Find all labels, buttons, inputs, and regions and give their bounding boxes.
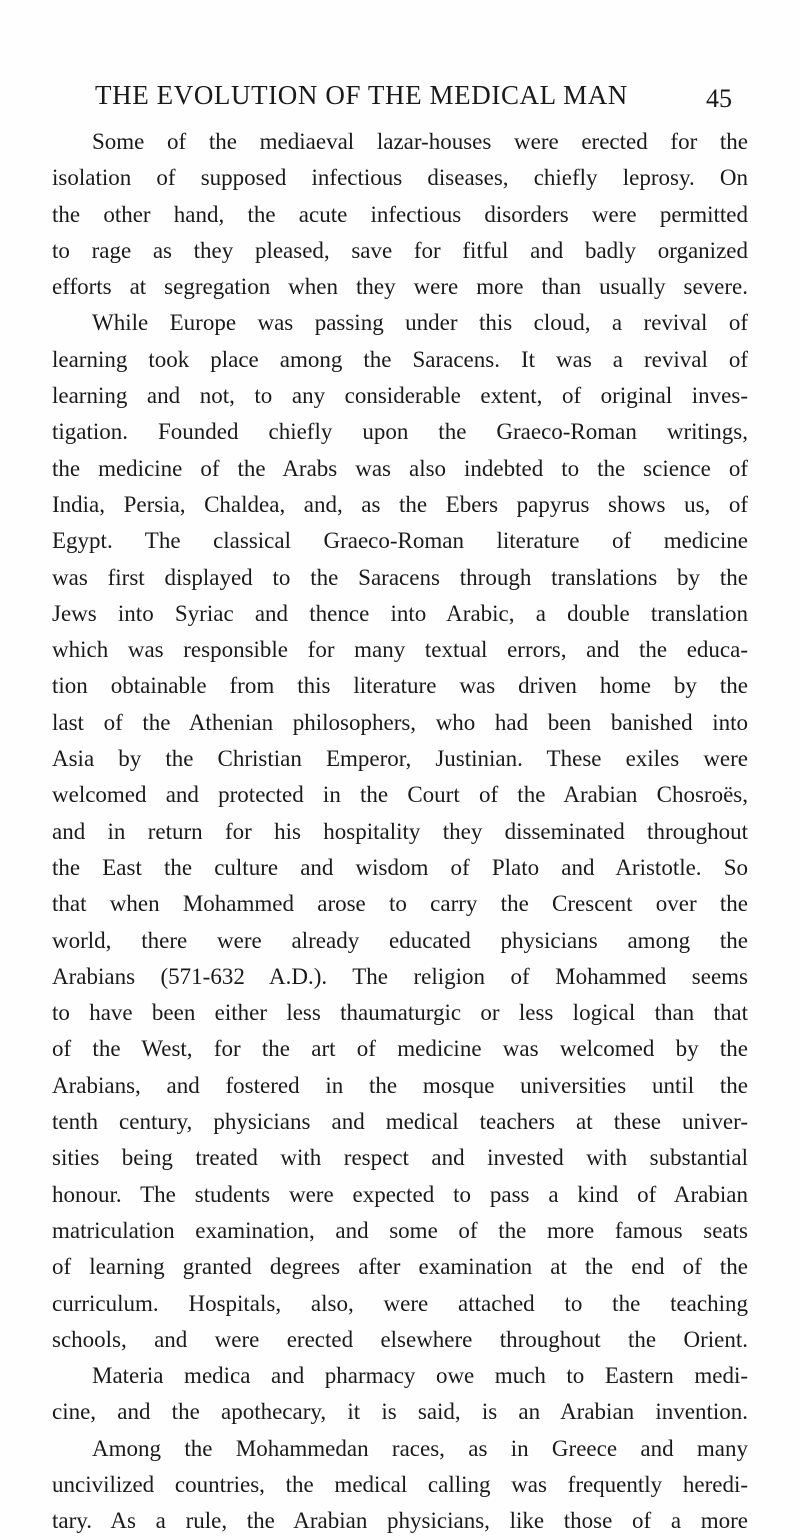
text-line: tary. As a rule, the Arabian physicians, like those of a more: [52, 1508, 748, 1534]
running-title: THE EVOLUTION OF THE MEDICAL MAN: [95, 80, 628, 110]
text-line: tion obtainable from this literature was driven home by the: [52, 673, 748, 699]
text-line: India, Persia, Chaldea, and, as the Ebers papyrus shows us, of: [52, 491, 748, 517]
body-text: [52, 124, 748, 1540]
text-line: to rage as they pleased, save for fitful and badly organized: [52, 237, 748, 263]
text-line: and in return for his hospitality they disseminated throughout: [52, 818, 748, 844]
text-line: world, there were already educated physicians among the: [52, 927, 748, 953]
text-line: to have been either less thaumaturgic or less logical than that: [52, 1000, 748, 1026]
text-line: Asia by the Christian Emperor, Justinian. These exiles were: [52, 746, 748, 772]
text-line: honour. The students were expected to pass a kind of Arabian: [52, 1181, 748, 1207]
text-line: Arabians (571-632 A.D.). The religion of Mohammed seems: [52, 963, 748, 989]
text-line: last of the Athenian philosophers, who had been banished into: [52, 709, 748, 735]
text-line: the medicine of the Arabs was also indebted to the science of: [52, 455, 748, 481]
text-line: of the West, for the art of medicine was welcomed by the: [52, 1036, 748, 1062]
text-line: learning took place among the Saracens. It was a revival of: [52, 346, 748, 372]
text-line: curriculum. Hospitals, also, were attached to the teaching: [52, 1290, 748, 1316]
text-line: of learning granted degrees after examination at the end of the: [52, 1254, 748, 1280]
text-line: the East the culture and wisdom of Plato and Aristotle. So: [52, 854, 748, 880]
text-line: uncivilized countries, the medical calling was frequently heredi-: [52, 1471, 748, 1497]
text-line: welcomed and protected in the Court of the Arabian Chosroës,: [52, 782, 748, 808]
text-line: Egypt. The classical Graeco-Roman literature of medicine: [52, 528, 748, 554]
text-line: tigation. Founded chiefly upon the Graeco-Roman writings,: [52, 419, 748, 445]
text-line: Jews into Syriac and thence into Arabic, a double translation: [52, 600, 748, 626]
page-number: 45: [706, 84, 732, 113]
text-line: cine, and the apothecary, it is said, is an Arabian invention.: [52, 1399, 748, 1425]
text-line: schools, and were erected elsewhere throughout the Orient.: [52, 1326, 748, 1352]
text-line: efforts at segregation when they were more than usually severe.: [52, 274, 748, 300]
text-line: which was responsible for many textual errors, and the educa-: [52, 637, 748, 663]
text-line: While Europe was passing under this cloud, a revival of: [92, 310, 748, 336]
running-head: [50, 80, 740, 120]
text-line: Some of the mediaeval lazar-houses were erected for the: [92, 129, 748, 154]
text-line: Among the Mohammedan races, as in Greece and many: [92, 1435, 748, 1461]
text-line: learning and not, to any considerable extent, of original inves-: [52, 383, 748, 409]
text-line: Arabians, and fostered in the mosque universities until the: [52, 1072, 748, 1098]
text-line: the other hand, the acute infectious disorders were permitted: [52, 201, 748, 227]
text-line: Materia medica and pharmacy owe much to Eastern medi-: [92, 1363, 748, 1389]
text-line: tenth century, physicians and medical teachers at these univer-: [52, 1109, 748, 1135]
text-line: was first displayed to the Saracens through translations by the: [52, 564, 748, 590]
text-line: matriculation examination, and some of the more famous seats: [52, 1217, 748, 1243]
text-line: sities being treated with respect and invested with substantial: [52, 1145, 748, 1171]
text-line: isolation of supposed infectious diseases, chiefly leprosy. On: [52, 165, 748, 191]
text-line: that when Mohammed arose to carry the Crescent over the: [52, 891, 748, 917]
